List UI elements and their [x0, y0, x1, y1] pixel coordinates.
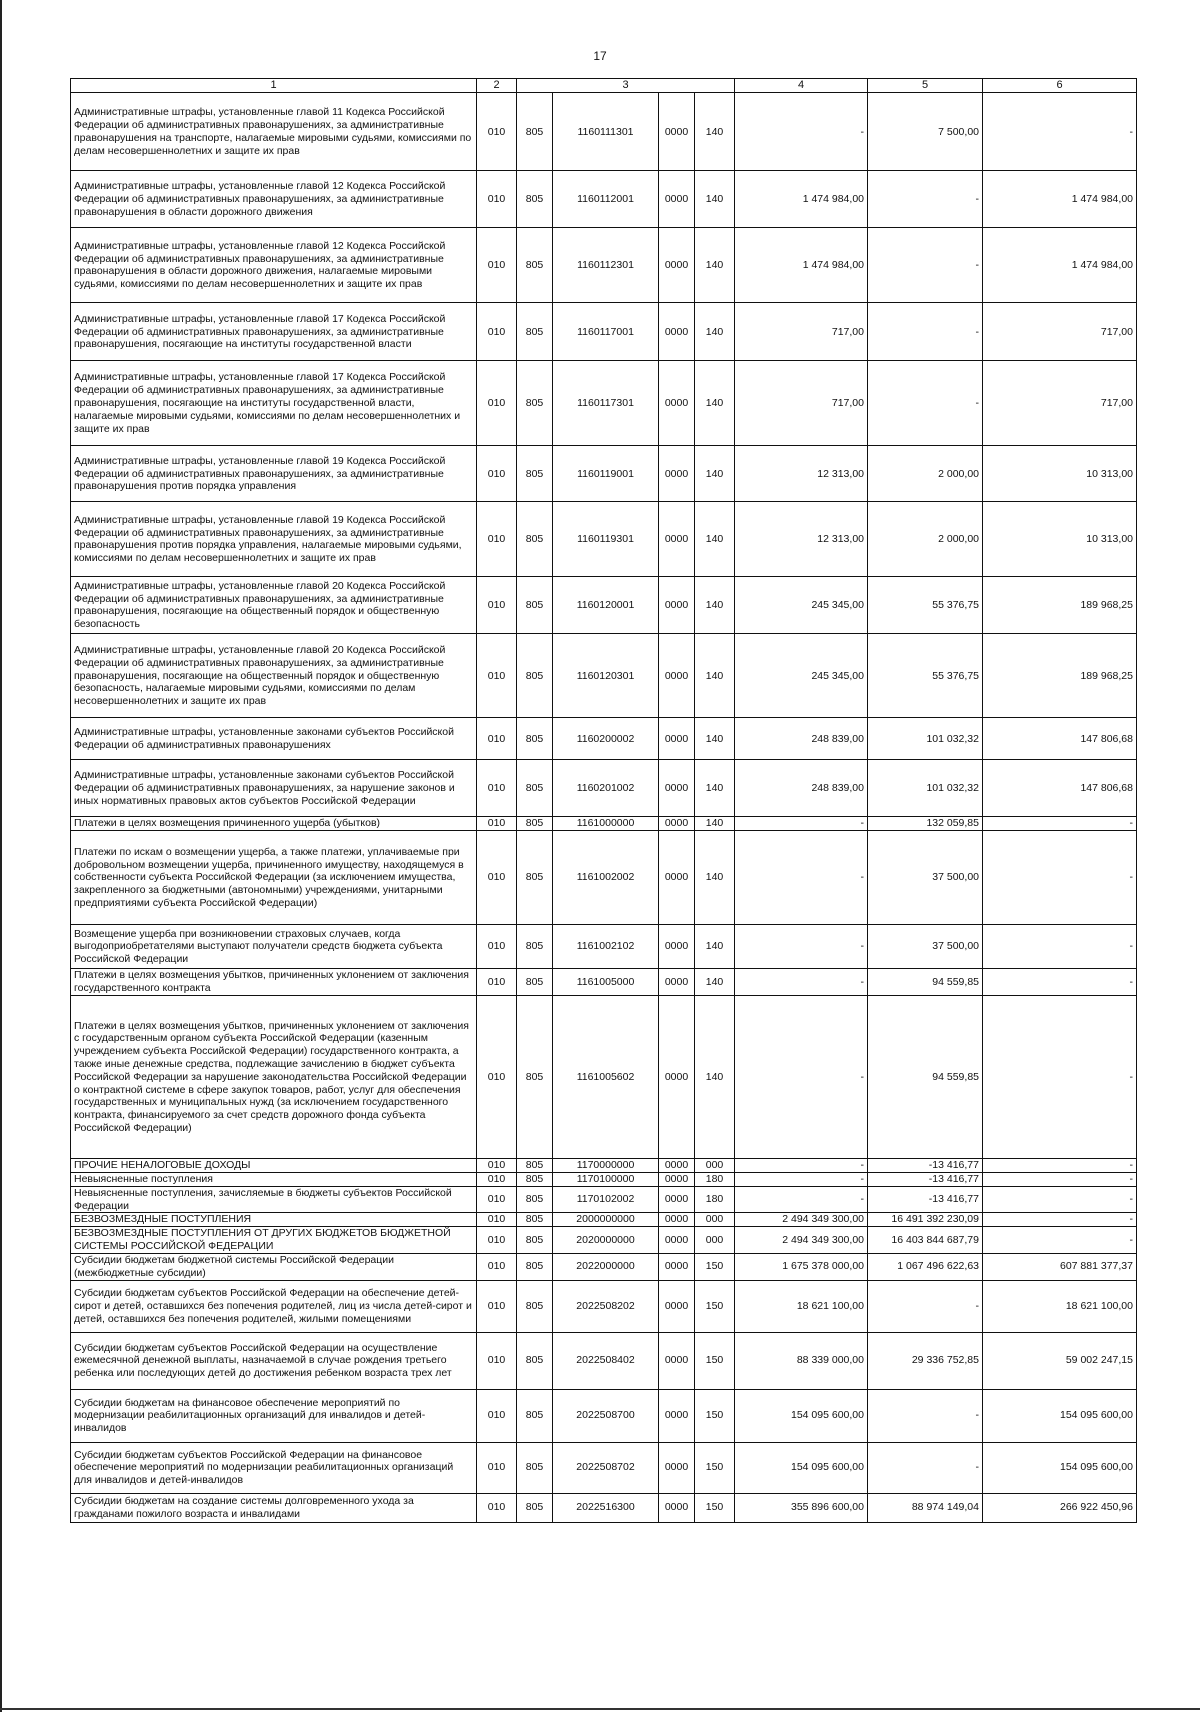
row-subtype-code-cell: 0000: [659, 996, 695, 1159]
row-col4-value-cell: 154 095 600,00: [735, 1389, 868, 1442]
row-admin-code-cell: 010: [477, 831, 517, 925]
table-row: [71, 1213, 1137, 1227]
table-row: [71, 171, 1137, 228]
row-kind-code-cell: 140: [695, 634, 735, 718]
row-col6-value-cell: -: [983, 817, 1137, 831]
row-chapter-code-cell: 805: [517, 996, 553, 1159]
row-admin-code-cell: 010: [477, 93, 517, 171]
page-bottom-line: [0, 1708, 1200, 1710]
row-kind-code-cell: 180: [695, 1186, 735, 1213]
row-admin-code-cell: 010: [477, 361, 517, 446]
row-admin-code-cell: 010: [477, 760, 517, 817]
row-col5-value-cell: 55 376,75: [868, 577, 983, 634]
table-row: [71, 925, 1137, 969]
row-col4-value-cell: -: [735, 817, 868, 831]
row-subtype-code-cell: 0000: [659, 577, 695, 634]
row-col4-value-cell: 1 675 378 000,00: [735, 1253, 868, 1280]
row-subtype-code-cell: 0000: [659, 303, 695, 361]
row-col6-value-cell: -: [983, 996, 1137, 1159]
row-revenue-code-cell: 1160117001: [553, 303, 659, 361]
row-kind-code-cell: 000: [695, 1159, 735, 1173]
table-row: [71, 718, 1137, 760]
row-col4-value-cell: 2 494 349 300,00: [735, 1227, 868, 1254]
page-left-border: [0, 0, 2, 1712]
row-admin-code-cell: 010: [477, 1227, 517, 1254]
table-body: [71, 93, 1137, 1522]
row-chapter-code-cell: 805: [517, 577, 553, 634]
row-name-cell: Административные штрафы, установленные законами субъектов Российской Федерации об административных правонарушениях, за нарушение законов и иных нормативных правовых актов субъектов Российской Федерации: [71, 760, 477, 817]
row-col4-value-cell: -: [735, 925, 868, 969]
row-col4-value-cell: -: [735, 831, 868, 925]
row-col5-value-cell: 1 067 496 622,63: [868, 1253, 983, 1280]
row-col6-value-cell: 154 095 600,00: [983, 1389, 1137, 1442]
table-row: [71, 817, 1137, 831]
row-col5-value-cell: 94 559,85: [868, 996, 983, 1159]
row-col6-value-cell: 189 968,25: [983, 577, 1137, 634]
row-col5-value-cell: 16 491 392 230,09: [868, 1213, 983, 1227]
row-admin-code-cell: 010: [477, 446, 517, 502]
header-col-4: 4: [735, 79, 868, 93]
row-revenue-code-cell: 1161000000: [553, 817, 659, 831]
row-revenue-code-cell: 1160120301: [553, 634, 659, 718]
row-chapter-code-cell: 805: [517, 171, 553, 228]
row-col4-value-cell: -: [735, 93, 868, 171]
row-col5-value-cell: 37 500,00: [868, 925, 983, 969]
table-row: [71, 634, 1137, 718]
row-col5-value-cell: 16 403 844 687,79: [868, 1227, 983, 1254]
row-chapter-code-cell: 805: [517, 760, 553, 817]
row-col4-value-cell: -: [735, 1173, 868, 1187]
row-col5-value-cell: 7 500,00: [868, 93, 983, 171]
row-col5-value-cell: 37 500,00: [868, 831, 983, 925]
row-admin-code-cell: 010: [477, 1253, 517, 1280]
row-revenue-code-cell: 2020000000: [553, 1227, 659, 1254]
row-name-cell: Платежи в целях возмещения причиненного ущерба (убытков): [71, 817, 477, 831]
row-revenue-code-cell: 1160112001: [553, 171, 659, 228]
row-admin-code-cell: 010: [477, 1186, 517, 1213]
row-kind-code-cell: 140: [695, 996, 735, 1159]
row-chapter-code-cell: 805: [517, 303, 553, 361]
row-chapter-code-cell: 805: [517, 1389, 553, 1442]
row-subtype-code-cell: 0000: [659, 831, 695, 925]
row-col6-value-cell: -: [983, 1227, 1137, 1254]
row-admin-code-cell: 010: [477, 577, 517, 634]
row-col4-value-cell: 1 474 984,00: [735, 228, 868, 303]
row-name-cell: Административные штрафы, установленные законами субъектов Российской Федерации об административных правонарушениях: [71, 718, 477, 760]
row-name-cell: Субсидии бюджетам бюджетной системы Российской Федерации (межбюджетные субсидии): [71, 1253, 477, 1280]
row-subtype-code-cell: 0000: [659, 1442, 695, 1493]
row-revenue-code-cell: 1161002002: [553, 831, 659, 925]
row-name-cell: БЕЗВОЗМЕЗДНЫЕ ПОСТУПЛЕНИЯ ОТ ДРУГИХ БЮДЖЕТОВ БЮДЖЕТНОЙ СИСТЕМЫ РОССИЙСКОЙ ФЕДЕРАЦИИ: [71, 1227, 477, 1254]
row-col5-value-cell: 2 000,00: [868, 446, 983, 502]
row-admin-code-cell: 010: [477, 303, 517, 361]
row-chapter-code-cell: 805: [517, 361, 553, 446]
row-name-cell: Административные штрафы, установленные главой 11 Кодекса Российской Федерации об административных правонарушениях, за административные правонарушения на транспорте, налагаемые мировыми судьями, комиссиями по делам несовершеннолетних и защите их прав: [71, 93, 477, 171]
row-col4-value-cell: 154 095 600,00: [735, 1442, 868, 1493]
row-col4-value-cell: -: [735, 1186, 868, 1213]
row-subtype-code-cell: 0000: [659, 1227, 695, 1254]
row-name-cell: Невыясненные поступления: [71, 1173, 477, 1187]
row-chapter-code-cell: 805: [517, 1227, 553, 1254]
row-chapter-code-cell: 805: [517, 831, 553, 925]
row-col6-value-cell: 147 806,68: [983, 718, 1137, 760]
table-row: [71, 303, 1137, 361]
table-row: [71, 1159, 1137, 1173]
row-col5-value-cell: -: [868, 1389, 983, 1442]
row-subtype-code-cell: 0000: [659, 171, 695, 228]
row-col6-value-cell: 189 968,25: [983, 634, 1137, 718]
row-kind-code-cell: 150: [695, 1493, 735, 1522]
table-row: [71, 228, 1137, 303]
row-name-cell: Административные штрафы, установленные главой 20 Кодекса Российской Федерации об административных правонарушениях, за административные правонарушения, посягающие на общественный порядок и общественную безопасность, налагаемые мировыми судьями, комиссиями по делам несовершеннолетних и защите их прав: [71, 634, 477, 718]
row-col6-value-cell: -: [983, 1159, 1137, 1173]
row-col5-value-cell: 101 032,32: [868, 760, 983, 817]
row-col6-value-cell: -: [983, 1213, 1137, 1227]
table-row: [71, 361, 1137, 446]
row-name-cell: Невыясненные поступления, зачисляемые в бюджеты субъектов Российской Федерации: [71, 1186, 477, 1213]
row-col6-value-cell: 154 095 600,00: [983, 1442, 1137, 1493]
row-kind-code-cell: 140: [695, 446, 735, 502]
row-subtype-code-cell: 0000: [659, 502, 695, 577]
row-chapter-code-cell: 805: [517, 1442, 553, 1493]
row-name-cell: Административные штрафы, установленные главой 19 Кодекса Российской Федерации об административных правонарушениях, за административные правонарушения против порядка управления: [71, 446, 477, 502]
row-revenue-code-cell: 2022508700: [553, 1389, 659, 1442]
row-kind-code-cell: 140: [695, 718, 735, 760]
row-name-cell: Административные штрафы, установленные главой 12 Кодекса Российской Федерации об административных правонарушениях, за административные правонарушения в области дорожного движения, налагаемые мировыми судьями, комиссиями по делам несовершеннолетних и защите их прав: [71, 228, 477, 303]
table-row: [71, 93, 1137, 171]
row-revenue-code-cell: 1160200002: [553, 718, 659, 760]
row-revenue-code-cell: 1170102002: [553, 1186, 659, 1213]
row-subtype-code-cell: 0000: [659, 925, 695, 969]
row-kind-code-cell: 140: [695, 969, 735, 996]
row-kind-code-cell: 140: [695, 577, 735, 634]
row-col6-value-cell: 147 806,68: [983, 760, 1137, 817]
row-subtype-code-cell: 0000: [659, 446, 695, 502]
row-kind-code-cell: 150: [695, 1253, 735, 1280]
row-admin-code-cell: 010: [477, 1173, 517, 1187]
row-chapter-code-cell: 805: [517, 634, 553, 718]
row-kind-code-cell: 140: [695, 760, 735, 817]
row-chapter-code-cell: 805: [517, 1213, 553, 1227]
row-col4-value-cell: 245 345,00: [735, 634, 868, 718]
row-name-cell: Субсидии бюджетам на финансовое обеспечение мероприятий по модернизации реабилитационных организаций для инвалидов и детей-инвалидов: [71, 1389, 477, 1442]
row-subtype-code-cell: 0000: [659, 1159, 695, 1173]
row-chapter-code-cell: 805: [517, 969, 553, 996]
row-subtype-code-cell: 0000: [659, 969, 695, 996]
table-row: [71, 1227, 1137, 1254]
header-col-2: 2: [477, 79, 517, 93]
row-revenue-code-cell: 1161005602: [553, 996, 659, 1159]
header-col-3: 3: [517, 79, 735, 93]
table-row: [71, 1280, 1137, 1332]
row-chapter-code-cell: 805: [517, 228, 553, 303]
row-kind-code-cell: 000: [695, 1213, 735, 1227]
row-revenue-code-cell: 2000000000: [553, 1213, 659, 1227]
row-col5-value-cell: 2 000,00: [868, 502, 983, 577]
header-col-1: 1: [71, 79, 477, 93]
row-col5-value-cell: 101 032,32: [868, 718, 983, 760]
row-col4-value-cell: 245 345,00: [735, 577, 868, 634]
row-revenue-code-cell: 1160117301: [553, 361, 659, 446]
row-kind-code-cell: 140: [695, 171, 735, 228]
row-subtype-code-cell: 0000: [659, 817, 695, 831]
row-name-cell: Субсидии бюджетам субъектов Российской Федерации на осуществление ежемесячной денежной выплаты, назначаемой в случае рождения третьего ребенка или последующих детей до достижения ребенком возраста трех лет: [71, 1332, 477, 1389]
row-col6-value-cell: 717,00: [983, 361, 1137, 446]
row-name-cell: Административные штрафы, установленные главой 12 Кодекса Российской Федерации об административных правонарушениях, за административные правонарушения в области дорожного движения: [71, 171, 477, 228]
row-col5-value-cell: -: [868, 1442, 983, 1493]
row-admin-code-cell: 010: [477, 171, 517, 228]
row-revenue-code-cell: 1160111301: [553, 93, 659, 171]
row-subtype-code-cell: 0000: [659, 1213, 695, 1227]
row-revenue-code-cell: 1160119001: [553, 446, 659, 502]
row-admin-code-cell: 010: [477, 502, 517, 577]
row-chapter-code-cell: 805: [517, 93, 553, 171]
row-subtype-code-cell: 0000: [659, 718, 695, 760]
row-col4-value-cell: 717,00: [735, 303, 868, 361]
row-revenue-code-cell: 1161005000: [553, 969, 659, 996]
row-revenue-code-cell: 1170000000: [553, 1159, 659, 1173]
row-chapter-code-cell: 805: [517, 1173, 553, 1187]
table-row: [71, 831, 1137, 925]
row-name-cell: БЕЗВОЗМЕЗДНЫЕ ПОСТУПЛЕНИЯ: [71, 1213, 477, 1227]
table-row: [71, 1493, 1137, 1522]
row-kind-code-cell: 150: [695, 1389, 735, 1442]
row-name-cell: Административные штрафы, установленные главой 20 Кодекса Российской Федерации об административных правонарушениях, за административные правонарушения, посягающие на общественный порядок и общественную безопасность: [71, 577, 477, 634]
row-kind-code-cell: 140: [695, 361, 735, 446]
row-revenue-code-cell: 1160119301: [553, 502, 659, 577]
row-kind-code-cell: 150: [695, 1280, 735, 1332]
row-name-cell: Административные штрафы, установленные главой 19 Кодекса Российской Федерации об административных правонарушениях, за административные правонарушения против порядка управления, налагаемые мировыми судьями, комиссиями по делам несовершеннолетних и защите их прав: [71, 502, 477, 577]
row-admin-code-cell: 010: [477, 228, 517, 303]
row-col6-value-cell: 1 474 984,00: [983, 171, 1137, 228]
table-row: [71, 502, 1137, 577]
table-row: [71, 969, 1137, 996]
row-col6-value-cell: 59 002 247,15: [983, 1332, 1137, 1389]
revenue-table: [70, 78, 1137, 1523]
row-col5-value-cell: -: [868, 1280, 983, 1332]
table-row: [71, 1389, 1137, 1442]
row-kind-code-cell: 140: [695, 303, 735, 361]
row-col6-value-cell: -: [983, 925, 1137, 969]
row-chapter-code-cell: 805: [517, 1159, 553, 1173]
row-admin-code-cell: 010: [477, 1332, 517, 1389]
table-row: [71, 1186, 1137, 1213]
row-subtype-code-cell: 0000: [659, 1493, 695, 1522]
row-kind-code-cell: 140: [695, 925, 735, 969]
row-col4-value-cell: 248 839,00: [735, 760, 868, 817]
row-name-cell: Субсидии бюджетам на создание системы долговременного ухода за гражданами пожилого возраста и инвалидами: [71, 1493, 477, 1522]
row-col5-value-cell: -: [868, 361, 983, 446]
row-col6-value-cell: 10 313,00: [983, 502, 1137, 577]
row-col5-value-cell: 55 376,75: [868, 634, 983, 718]
row-name-cell: Платежи в целях возмещения убытков, причиненных уклонением от заключения государственного контракта: [71, 969, 477, 996]
row-admin-code-cell: 010: [477, 1389, 517, 1442]
row-kind-code-cell: 140: [695, 93, 735, 171]
row-chapter-code-cell: 805: [517, 925, 553, 969]
row-revenue-code-cell: 2022508702: [553, 1442, 659, 1493]
row-name-cell: Платежи в целях возмещения убытков, причиненных уклонением от заключения с государственным органом субъекта Российской Федерации (казенным учреждением субъекта Российской Федерации) государственного контракта, а также иные денежные средства, подлежащие зачислению в бюджет субъекта Российской Федерации за нарушение законодательства Российской Федерации о контрактной системе в сфере закупок товаров, работ, услуг для обеспечения государственных и муниципальных нужд (за исключением государственного контракта, финансируемого за счет средств дорожного фонда субъекта Российской Федерации): [71, 996, 477, 1159]
row-name-cell: Субсидии бюджетам субъектов Российской Федерации на обеспечение детей-сирот и детей, оставшихся без попечения родителей, лиц из числа детей-сирот и детей, оставшихся без попечения родителей, жилыми помещениями: [71, 1280, 477, 1332]
row-col6-value-cell: 266 922 450,96: [983, 1493, 1137, 1522]
row-col4-value-cell: 355 896 600,00: [735, 1493, 868, 1522]
row-revenue-code-cell: 1161002102: [553, 925, 659, 969]
row-col5-value-cell: 29 336 752,85: [868, 1332, 983, 1389]
table-row: [71, 1332, 1137, 1389]
row-col4-value-cell: 2 494 349 300,00: [735, 1213, 868, 1227]
row-admin-code-cell: 010: [477, 1213, 517, 1227]
row-name-cell: Возмещение ущерба при возникновении страховых случаев, когда выгодоприобретателями выступают получатели средств бюджета субъекта Российской Федерации: [71, 925, 477, 969]
row-col5-value-cell: -13 416,77: [868, 1173, 983, 1187]
row-chapter-code-cell: 805: [517, 1493, 553, 1522]
row-col6-value-cell: -: [983, 1173, 1137, 1187]
table-row: [71, 996, 1137, 1159]
row-col4-value-cell: 717,00: [735, 361, 868, 446]
row-subtype-code-cell: 0000: [659, 634, 695, 718]
row-col4-value-cell: -: [735, 1159, 868, 1173]
row-col4-value-cell: 248 839,00: [735, 718, 868, 760]
row-col5-value-cell: -13 416,77: [868, 1159, 983, 1173]
row-chapter-code-cell: 805: [517, 1253, 553, 1280]
table-header-row: [71, 79, 1137, 93]
row-subtype-code-cell: 0000: [659, 361, 695, 446]
row-col6-value-cell: -: [983, 93, 1137, 171]
row-col4-value-cell: -: [735, 969, 868, 996]
row-kind-code-cell: 150: [695, 1332, 735, 1389]
row-kind-code-cell: 000: [695, 1227, 735, 1254]
row-col6-value-cell: 10 313,00: [983, 446, 1137, 502]
row-admin-code-cell: 010: [477, 996, 517, 1159]
table-row: [71, 760, 1137, 817]
row-col6-value-cell: 607 881 377,37: [983, 1253, 1137, 1280]
row-col5-value-cell: -: [868, 171, 983, 228]
row-col6-value-cell: 717,00: [983, 303, 1137, 361]
row-admin-code-cell: 010: [477, 1280, 517, 1332]
row-col4-value-cell: 18 621 100,00: [735, 1280, 868, 1332]
row-admin-code-cell: 010: [477, 1159, 517, 1173]
row-kind-code-cell: 140: [695, 228, 735, 303]
header-col-6: 6: [983, 79, 1137, 93]
row-revenue-code-cell: 1160112301: [553, 228, 659, 303]
row-subtype-code-cell: 0000: [659, 1186, 695, 1213]
row-revenue-code-cell: 1160201002: [553, 760, 659, 817]
row-chapter-code-cell: 805: [517, 1280, 553, 1332]
row-col6-value-cell: 18 621 100,00: [983, 1280, 1137, 1332]
row-col6-value-cell: -: [983, 1186, 1137, 1213]
row-name-cell: Административные штрафы, установленные главой 17 Кодекса Российской Федерации об административных правонарушениях, за административные правонарушения, посягающие на институты государственной власти: [71, 303, 477, 361]
row-kind-code-cell: 140: [695, 502, 735, 577]
row-kind-code-cell: 140: [695, 831, 735, 925]
row-col4-value-cell: 12 313,00: [735, 446, 868, 502]
row-revenue-code-cell: 2022508402: [553, 1332, 659, 1389]
row-col5-value-cell: 132 059,85: [868, 817, 983, 831]
row-subtype-code-cell: 0000: [659, 1280, 695, 1332]
row-admin-code-cell: 010: [477, 634, 517, 718]
row-col5-value-cell: -13 416,77: [868, 1186, 983, 1213]
row-col4-value-cell: 1 474 984,00: [735, 171, 868, 228]
row-chapter-code-cell: 805: [517, 718, 553, 760]
row-col6-value-cell: -: [983, 969, 1137, 996]
row-revenue-code-cell: 1170100000: [553, 1173, 659, 1187]
table-row: [71, 1442, 1137, 1493]
row-revenue-code-cell: 2022516300: [553, 1493, 659, 1522]
row-subtype-code-cell: 0000: [659, 93, 695, 171]
row-revenue-code-cell: 2022508202: [553, 1280, 659, 1332]
page-number: 17: [593, 49, 607, 63]
header-col-5: 5: [868, 79, 983, 93]
row-kind-code-cell: 150: [695, 1442, 735, 1493]
table-row: [71, 446, 1137, 502]
row-admin-code-cell: 010: [477, 969, 517, 996]
row-subtype-code-cell: 0000: [659, 1389, 695, 1442]
row-col5-value-cell: -: [868, 303, 983, 361]
row-col6-value-cell: -: [983, 831, 1137, 925]
row-subtype-code-cell: 0000: [659, 228, 695, 303]
row-col5-value-cell: 88 974 149,04: [868, 1493, 983, 1522]
row-col5-value-cell: 94 559,85: [868, 969, 983, 996]
table-row: [71, 577, 1137, 634]
row-col5-value-cell: -: [868, 228, 983, 303]
row-chapter-code-cell: 805: [517, 1186, 553, 1213]
row-col6-value-cell: 1 474 984,00: [983, 228, 1137, 303]
row-col4-value-cell: 12 313,00: [735, 502, 868, 577]
row-kind-code-cell: 140: [695, 817, 735, 831]
row-name-cell: ПРОЧИЕ НЕНАЛОГОВЫЕ ДОХОДЫ: [71, 1159, 477, 1173]
table-row: [71, 1253, 1137, 1280]
row-subtype-code-cell: 0000: [659, 1173, 695, 1187]
row-col4-value-cell: -: [735, 996, 868, 1159]
row-subtype-code-cell: 0000: [659, 1253, 695, 1280]
row-subtype-code-cell: 0000: [659, 1332, 695, 1389]
row-chapter-code-cell: 805: [517, 446, 553, 502]
row-admin-code-cell: 010: [477, 1442, 517, 1493]
row-name-cell: Платежи по искам о возмещении ущерба, а также платежи, уплачиваемые при добровольном возмещении ущерба, причиненного имуществу, находящемуся в собственности субъекта Российской Федерации (за исключением имущества, закрепленного за бюджетными (автономными) учреждениями, унитарными предприятиями субъекта Российской Федерации): [71, 831, 477, 925]
row-chapter-code-cell: 805: [517, 502, 553, 577]
row-revenue-code-cell: 2022000000: [553, 1253, 659, 1280]
row-name-cell: Административные штрафы, установленные главой 17 Кодекса Российской Федерации об административных правонарушениях, за административные правонарушения, посягающие на институты государственной власти, налагаемые мировыми судьями, комиссиями по делам несовершеннолетних и защите их прав: [71, 361, 477, 446]
row-revenue-code-cell: 1160120001: [553, 577, 659, 634]
table-row: [71, 1173, 1137, 1187]
row-subtype-code-cell: 0000: [659, 760, 695, 817]
row-name-cell: Субсидии бюджетам субъектов Российской Федерации на финансовое обеспечение мероприятий по модернизации реабилитационных организаций для инвалидов и детей-инвалидов: [71, 1442, 477, 1493]
row-chapter-code-cell: 805: [517, 1332, 553, 1389]
row-admin-code-cell: 010: [477, 718, 517, 760]
row-kind-code-cell: 180: [695, 1173, 735, 1187]
row-col4-value-cell: 88 339 000,00: [735, 1332, 868, 1389]
row-admin-code-cell: 010: [477, 1493, 517, 1522]
row-admin-code-cell: 010: [477, 925, 517, 969]
row-admin-code-cell: 010: [477, 817, 517, 831]
row-chapter-code-cell: 805: [517, 817, 553, 831]
